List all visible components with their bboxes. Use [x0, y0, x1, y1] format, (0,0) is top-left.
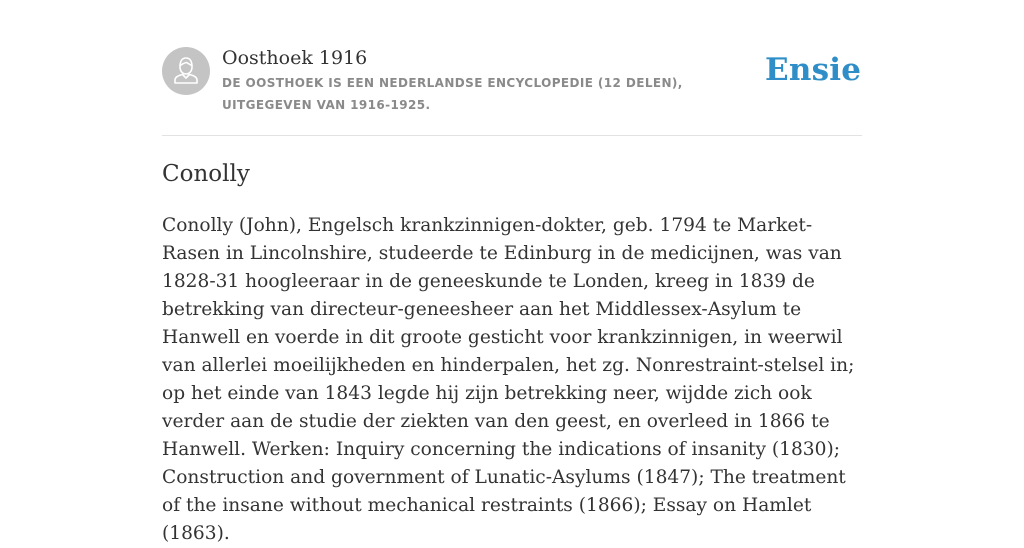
user-icon — [162, 47, 210, 95]
source-description: DE OOSTHOEK IS EEN NEDERLANDSE ENCYCLOPEDIE (12 DELEN), UITGEGEVEN VAN 1916-1925. — [222, 76, 683, 112]
source-title[interactable]: Oosthoek 1916 — [222, 47, 368, 69]
article-title: Conolly — [162, 161, 250, 187]
source-avatar — [162, 47, 210, 95]
article-body: Conolly (John), Engelsch krankzinnigen-dokter, geb. 1794 te Market-Rasen in Lincolnshire, studeerde te Edinburg in de medicijnen, was van 1828-31 hoogleeraar in de geneeskunde te Londen, kreeg in 1839 de betrekking van directeur-geneesheer aan het Middlessex-Asylum te Hanwell en voerde in dit groote gesticht voor krankzinnigen, in weerwil van allerlei moeilijkheden en hinderpalen, het zg. Nonrestraint-stelsel in; op het einde van 1843 legde hij zijn betrekking neer, wijdde zich ook verder aan de studie der ziekten van den geest, en overleed in 1866 te Hanwell. Werken: Inquiry concerning the indications of insanity (1830); Construction and government of Lunatic-Asylums (1847); The treatment of the insane without mechanical restraints (1866); Essay on Hamlet (1863). — [162, 215, 855, 544]
header-divider — [162, 135, 862, 136]
ensie-logo[interactable]: Ensie — [765, 52, 862, 88]
